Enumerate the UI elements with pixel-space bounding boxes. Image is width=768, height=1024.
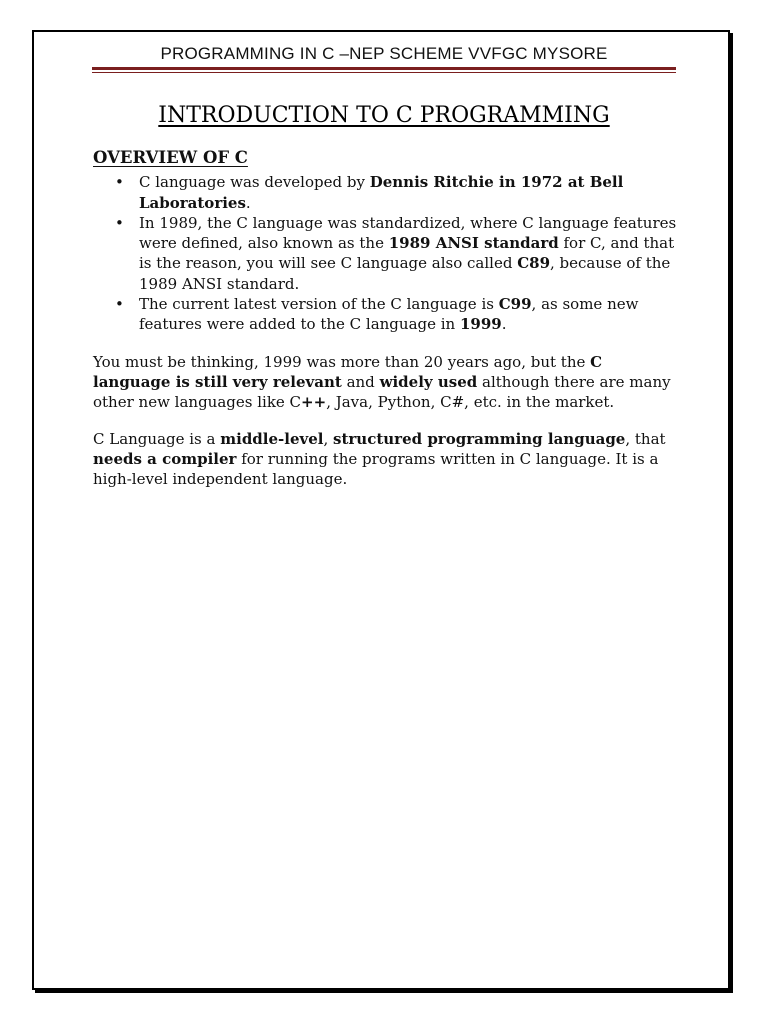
paragraph	[93, 429, 683, 490]
paragraph-bold-text: needs a compiler	[93, 449, 237, 468]
bullet-bold-text: 1999	[459, 315, 502, 334]
paragraph-text: for running the programs written in C language. It is a high-level independent language.	[93, 449, 659, 489]
bullet-text: for C, and that is the reason, you will see C language also called	[139, 234, 675, 273]
paragraph-text: and	[341, 372, 380, 391]
header-rule-thick	[92, 67, 676, 70]
document-body	[93, 148, 683, 489]
paragraph-text: You must be thinking, 1999 was more than 20 years ago, but the	[93, 352, 591, 371]
bullet-text: .	[245, 193, 251, 212]
bullet-bold-text: 1989 ANSI standard	[388, 234, 559, 253]
paragraph-bold-text: structured programming language	[333, 429, 626, 448]
document-title: INTRODUCTION TO C PROGRAMMING	[158, 102, 610, 128]
paragraph-text: although there are many other new languages like C	[93, 372, 671, 412]
bullet-item	[93, 213, 683, 294]
bullet-text: The current latest version of the C language is	[139, 295, 499, 314]
header-rule-thin	[92, 72, 676, 73]
paragraph	[93, 352, 683, 413]
bullet-text: C language was developed by	[139, 173, 370, 192]
bullet-text: .	[501, 315, 507, 334]
bullet-list	[93, 172, 683, 334]
bullet-item	[93, 294, 683, 335]
paragraph-text: C Language is a	[93, 429, 221, 448]
bullet-text: , because of the 1989 ANSI standard.	[139, 254, 671, 293]
bullet-item	[93, 172, 683, 213]
paragraph-text: , that	[625, 429, 666, 448]
paragraph-bold-text: C language is still very relevant	[93, 352, 603, 391]
paragraph-text: , Java, Python, C#, etc. in the market.	[326, 393, 615, 412]
paragraph-bold-text: ++	[301, 393, 327, 412]
paragraph-bold-text: middle-level	[220, 429, 324, 448]
bullet-text: , as some new features were added to the C language in	[139, 295, 639, 334]
section-heading: OVERVIEW OF C	[93, 148, 248, 167]
running-header: PROGRAMMING IN C –NEP SCHEME VVFGC MYSORE	[160, 44, 608, 63]
paragraph-text: ,	[323, 429, 334, 448]
bullet-bold-text: Dennis Ritchie in 1972 at Bell Laboratories	[139, 173, 624, 212]
bullet-bold-text: C89	[517, 254, 550, 273]
paragraph-bold-text: widely used	[379, 372, 478, 391]
bullet-text: In 1989, the C language was standardized, where C language features were defined, also known as the	[139, 213, 677, 253]
bullet-bold-text: C99	[498, 295, 532, 314]
